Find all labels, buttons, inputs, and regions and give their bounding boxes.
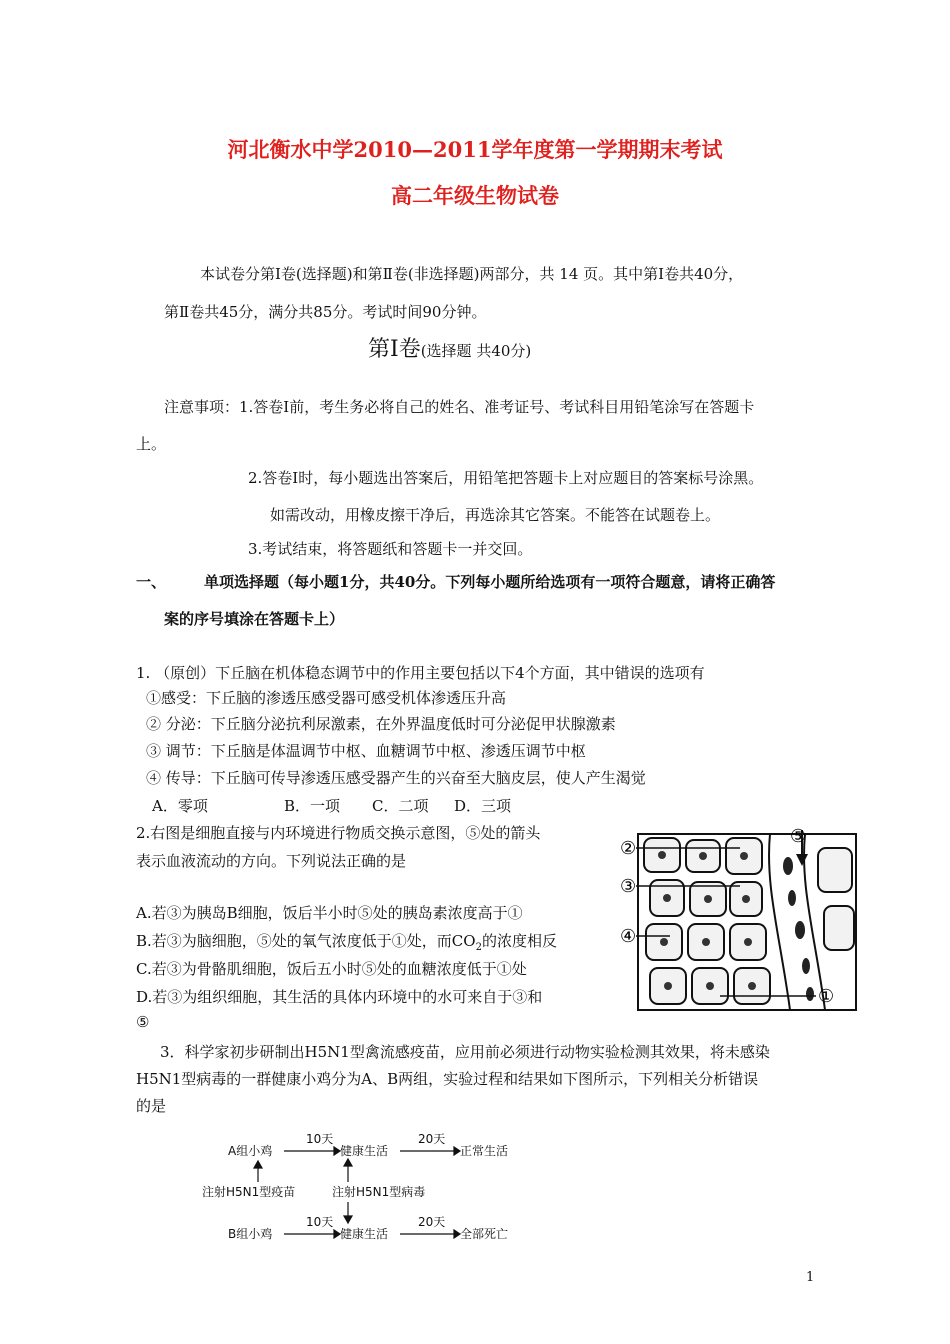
diagram-label-2: ②	[620, 838, 637, 859]
part-number: 一、	[136, 573, 167, 591]
q2-option-d-cont: ⑤	[136, 1013, 150, 1031]
experiment-flow-diagram	[202, 1130, 548, 1245]
notes-line-1b: 上。	[136, 435, 167, 453]
q2-option-a: A.若③为胰岛B细胞，饭后半小时⑤处的胰岛素浓度高于①	[136, 904, 523, 922]
flow-b-20-days: 20天	[418, 1215, 446, 1229]
exam-subtitle: 高二年级生物试卷	[391, 183, 559, 208]
flow-a-group: A组小鸡	[228, 1144, 273, 1158]
notes-line-3: 3.考试结束，将答题纸和答题卡一并交回。	[248, 540, 533, 558]
flow-arrowhead-virus-down	[344, 1216, 352, 1223]
q2-option-b-rest: 的浓度相反	[481, 932, 557, 950]
flow-a-20-days: 20天	[418, 1132, 446, 1146]
intro-line-2: 第Ⅱ卷共45分，满分共85分。考试时间90分钟。	[164, 303, 487, 321]
q1-option-a: A．零项	[152, 797, 208, 815]
exam-title: 河北衡水中学2010—2011学年度第一学期期末考试	[227, 137, 723, 162]
flow-arrowhead-virus-up	[344, 1159, 352, 1166]
q3-line-2: H5N1型病毒的一群健康小鸡分为A、B两组，实验过程和结果如下图所示，下列相关分析错误	[136, 1070, 759, 1088]
notes-line-2b: 如需改动，用橡皮擦干净后，再选涂其它答案。不能答在试题卷上。	[270, 506, 721, 524]
flow-a-healthy: 健康生活	[340, 1144, 389, 1158]
q2-option-b-sub: 2	[475, 942, 482, 953]
flow-a-normal: 正常生活	[460, 1144, 509, 1158]
q1-item-1: ①感受：下丘脑的渗透压感受器可感受机体渗透压升高	[146, 689, 507, 707]
q2-option-c: C.若③为骨骼肌细胞，饭后五小时⑤处的血糖浓度低于①处	[136, 960, 527, 978]
q1-option-c: C．二项	[372, 797, 429, 815]
diagram-label-1: ①	[818, 986, 835, 1007]
flow-virus: 注射H5N1型病毒	[332, 1185, 426, 1199]
q1-option-b: B．一项	[284, 797, 341, 815]
notes-line-1: 注意事项：1.答卷Ⅰ前，考生务必将自己的姓名、准考证号、考试科目用铅笔涂写在答题卡	[164, 398, 755, 416]
q2-option-d: D.若③为组织细胞，其生活的具体内环境中的水可来自于③和	[136, 988, 543, 1006]
flow-arrowhead-vaccine	[254, 1161, 262, 1168]
section-subtitle: (选择题 共40分)	[420, 342, 532, 360]
cell-exchange-diagram	[620, 826, 858, 1012]
part-title: 单项选择题（每小题1分，共40分。下列每小题所给选项有一项符合题意，请将正确答	[204, 573, 776, 591]
flow-a-10-days: 10天	[306, 1132, 334, 1146]
part-title-cont: 案的序号填涂在答题卡上）	[164, 610, 345, 628]
diagram-label-3: ③	[620, 876, 637, 897]
q1-option-d: D．三项	[454, 797, 512, 815]
q2-stem-1: 2.右图是细胞直接与内环境进行物质交换示意图，⑤处的箭头	[136, 824, 541, 842]
q2-option-b-text: B.若③为脑细胞，⑤处的氧气浓度低于①处，而CO	[136, 932, 476, 950]
notes-line-2: 2.答卷Ⅰ时，每小题选出答案后，用铅笔把答题卡上对应题目的答案标号涂黑。	[248, 469, 764, 487]
q1-item-4: ④ 传导：下丘脑可传导渗透压感受器产生的兴奋至大脑皮层，使人产生渴觉	[146, 769, 646, 787]
q2-stem-2: 表示血液流动的方向。下列说法正确的是	[136, 852, 407, 870]
page-number: 1	[806, 1270, 815, 1285]
intro-line-1: 本试卷分第Ⅰ卷(选择题)和第Ⅱ卷(非选择题)两部分，共 14 页。其中第Ⅰ卷共40分，	[200, 265, 744, 283]
section-title: 第Ⅰ卷	[368, 337, 421, 362]
section-heading	[368, 332, 531, 363]
q1-item-3: ③ 调节：下丘脑是体温调节中枢、血糖调节中枢、渗透压调节中枢	[146, 742, 586, 760]
diagram-label-4: ④	[620, 926, 637, 947]
q3-line-3: 的是	[136, 1097, 167, 1115]
flow-b-group: B组小鸡	[228, 1227, 273, 1241]
q3-line-1: 3．科学家初步研制出H5N1型禽流感疫苗，应用前必须进行动物实验检测其效果，将未感染	[160, 1043, 770, 1061]
diagram-label-5: ⑤	[790, 826, 807, 847]
flow-b-10-days: 10天	[306, 1215, 334, 1229]
flow-vaccine: 注射H5N1型疫苗	[202, 1185, 296, 1199]
q1-item-2: ② 分泌：下丘脑分泌抗利尿激素，在外界温度低时可分泌促甲状腺激素	[146, 715, 616, 733]
flow-b-all-dead: 全部死亡	[460, 1227, 509, 1241]
q1-stem: 1. （原创）下丘脑在机体稳态调节中的作用主要包括以下4个方面，其中错误的选项有	[136, 664, 705, 682]
flow-b-healthy: 健康生活	[340, 1227, 389, 1241]
q2-option-b	[136, 930, 557, 953]
